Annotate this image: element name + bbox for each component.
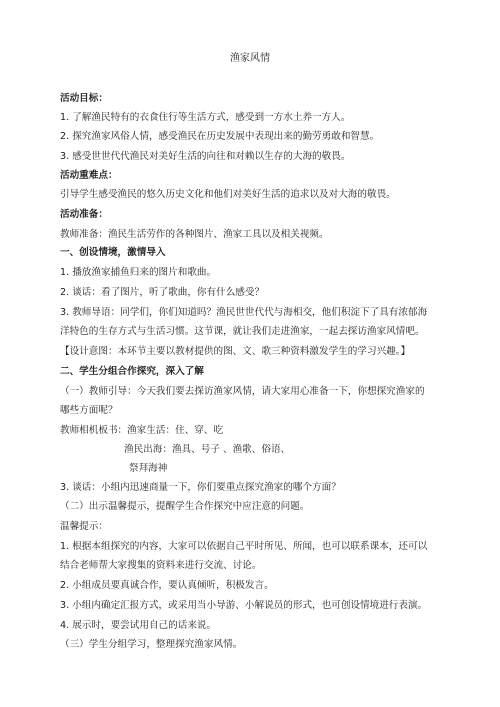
text-line: 【设计意图：本环节主要以教材提供的图、文、歌三种资料激发学生的学习兴趣。】 bbox=[60, 346, 411, 357]
text-line: 2. 探究渔家风俗人情，感受渔民在历史发展中表现出来的勤劳勇敢和智慧。 bbox=[60, 131, 380, 142]
text-line: 教师相机板书：渔家生活：住、穿、吃 bbox=[60, 425, 224, 436]
text-line: 结合老师帮大家搜集的资料来进行交流、讨论。 bbox=[60, 560, 262, 571]
text-line: 洋特色的生存方式与生活习惯。这节课，就让我们走进渔家，一起去探访渔家风情吧。 bbox=[60, 326, 425, 337]
text-line: 教师准备：渔民生活劳作的各种图片、渔家工具以及相关视频。 bbox=[60, 229, 329, 240]
text-line: 温馨提示： bbox=[60, 521, 108, 532]
text-line: 1. 播放渔家捕鱼归来的图片和歌曲。 bbox=[60, 267, 217, 278]
text-line: 3. 感受世世代代渔民对美好生活的向往和对赖以生存的大海的敬畏。 bbox=[60, 151, 351, 162]
page-title: 渔家风情 bbox=[230, 53, 270, 64]
text-line: 1. 了解渔民特有的衣食住行等生活方式，感受到一方水土养一方人。 bbox=[60, 112, 351, 123]
section-heading: 一、创设情境，激情导入 bbox=[60, 247, 166, 258]
text-line: 2. 谈话：看了图片，听了歌曲，你有什么感受？ bbox=[60, 287, 265, 298]
text-line: 渔民出海：渔具、号子 、渔歌、俗语、 bbox=[124, 444, 291, 455]
section-heading: 二、学生分组合作探究，深入了解 bbox=[60, 366, 204, 377]
text-line: （二）出示温馨提示，提醒学生合作探究中应注意的问题。 bbox=[60, 501, 310, 512]
section-heading: 活动目标： bbox=[60, 93, 108, 104]
text-line: 2. 小组成员要真诚合作，要认真倾听，积极发言。 bbox=[60, 580, 274, 591]
text-line: 3. 小组内确定汇报方式，或采用当小导游、小解说员的形式，也可创设情境进行表演。 bbox=[60, 600, 428, 611]
text-line: 4. 展示时，要尝试用自己的话来说。 bbox=[60, 620, 217, 631]
text-line: 引导学生感受渔民的悠久历史文化和他们对美好生活的追求以及对大海的敬畏。 bbox=[60, 189, 396, 200]
text-line: 3. 谈话：小组内迅速商量一下，你们要重点探究渔家的哪个方面？ bbox=[60, 482, 341, 493]
text-line: 1. 根据本组探究的内容，大家可以依据自己平时所见、所闻，也可以联系课本，还可以 bbox=[60, 541, 428, 552]
text-line: 哪些方面呢？ bbox=[60, 405, 118, 416]
section-heading: 活动重难点： bbox=[60, 170, 118, 181]
text-line: （一）教师引导：今天我们要去探访渔家风情，请大家用心准备一下，你想探究渔家的 bbox=[60, 386, 425, 397]
section-heading: 活动准备： bbox=[60, 209, 108, 220]
text-line: 3. 教师导语：同学们，你们知道吗？渔民世世代代与海相交，他们积淀下了具有浓郁海 bbox=[60, 307, 428, 318]
text-line: （三）学生分组学习，整理探究渔家风情。 bbox=[60, 639, 243, 650]
text-line: 祭拜海神 bbox=[129, 463, 168, 474]
